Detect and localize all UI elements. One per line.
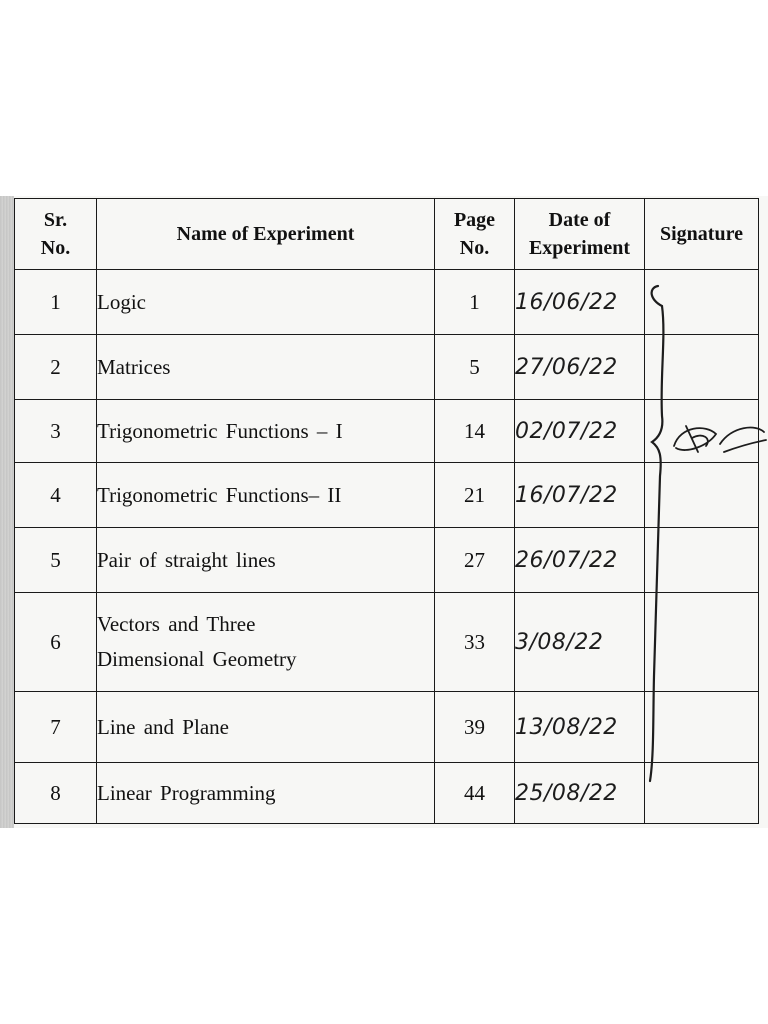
experiment-date-cell: 26/07/22 — [515, 528, 645, 593]
table-row — [15, 400, 759, 463]
experiment-name-line: Trigonometric Functions – I — [97, 418, 343, 443]
experiment-name-cell — [97, 763, 435, 824]
page-no-cell: 27 — [435, 528, 515, 593]
sr-no-cell: 4 — [15, 463, 97, 528]
experiment-name-line: Logic — [97, 289, 146, 314]
header-sr-no-line-1: Sr. — [43, 209, 68, 231]
header-signature: Signature — [645, 199, 759, 270]
header-sr-no — [15, 199, 97, 270]
signature-cell — [645, 400, 759, 463]
experiment-date-cell: 25/08/22 — [515, 763, 645, 824]
signature-cell — [645, 593, 759, 692]
header-date-of-experiment — [515, 199, 645, 270]
experiment-name-line: Trigonometric Functions– II — [97, 482, 342, 507]
signature-cell — [645, 763, 759, 824]
experiment-date-cell: 13/08/22 — [515, 692, 645, 763]
experiment-name-cell — [97, 463, 435, 528]
experiment-name-line: Dimensional Geometry — [97, 647, 297, 671]
table-row — [15, 270, 759, 335]
experiment-name-cell — [97, 400, 435, 463]
page-no-cell: 44 — [435, 763, 515, 824]
header-date-line-2: Experiment — [528, 237, 631, 259]
experiment-name-cell — [97, 528, 435, 593]
signature-cell — [645, 528, 759, 593]
signature-cell — [645, 270, 759, 335]
sr-no-cell: 3 — [15, 400, 97, 463]
experiment-name-cell — [97, 270, 435, 335]
header-page-no-line-2: No. — [459, 237, 490, 259]
table-row — [15, 528, 759, 593]
page-no-cell: 21 — [435, 463, 515, 528]
header-date-line-1: Date of — [548, 209, 611, 231]
table-row — [15, 463, 759, 528]
sr-no-cell: 6 — [15, 593, 97, 692]
page-no-cell: 39 — [435, 692, 515, 763]
table-row — [15, 763, 759, 824]
experiment-name-line: Vectors and Three — [97, 612, 256, 636]
header-page-no — [435, 199, 515, 270]
header-sr-no-line-2: No. — [40, 237, 71, 259]
page-binding-edge — [0, 196, 14, 828]
signature-cell — [645, 463, 759, 528]
experiment-name-line: Matrices — [97, 354, 171, 379]
sr-no-cell: 8 — [15, 763, 97, 824]
experiment-name-cell — [97, 692, 435, 763]
header-page-no-line-1: Page — [453, 209, 496, 231]
header-name-of-experiment: Name of Experiment — [97, 199, 435, 270]
experiment-date-cell: 27/06/22 — [515, 335, 645, 400]
experiment-date-cell: 3/08/22 — [515, 593, 645, 692]
experiment-name-line: Pair of straight lines — [97, 547, 276, 572]
table-row — [15, 692, 759, 763]
signature-cell — [645, 335, 759, 400]
sr-no-cell: 5 — [15, 528, 97, 593]
table-row — [15, 593, 759, 692]
page-no-cell: 1 — [435, 270, 515, 335]
experiment-name-line: Line and Plane — [97, 714, 229, 739]
experiment-date-cell: 16/06/22 — [515, 270, 645, 335]
page-no-cell: 14 — [435, 400, 515, 463]
experiment-index-table — [14, 198, 759, 824]
page-no-cell: 33 — [435, 593, 515, 692]
experiment-name-cell — [97, 593, 435, 692]
signature-cell — [645, 692, 759, 763]
table-row — [15, 335, 759, 400]
experiment-name-cell — [97, 335, 435, 400]
experiment-date-cell: 02/07/22 — [515, 400, 645, 463]
experiment-name-line: Linear Programming — [97, 780, 276, 805]
experiment-date-cell: 16/07/22 — [515, 463, 645, 528]
page-no-cell: 5 — [435, 335, 515, 400]
sr-no-cell: 2 — [15, 335, 97, 400]
header-row — [15, 199, 759, 270]
sr-no-cell: 7 — [15, 692, 97, 763]
sr-no-cell: 1 — [15, 270, 97, 335]
